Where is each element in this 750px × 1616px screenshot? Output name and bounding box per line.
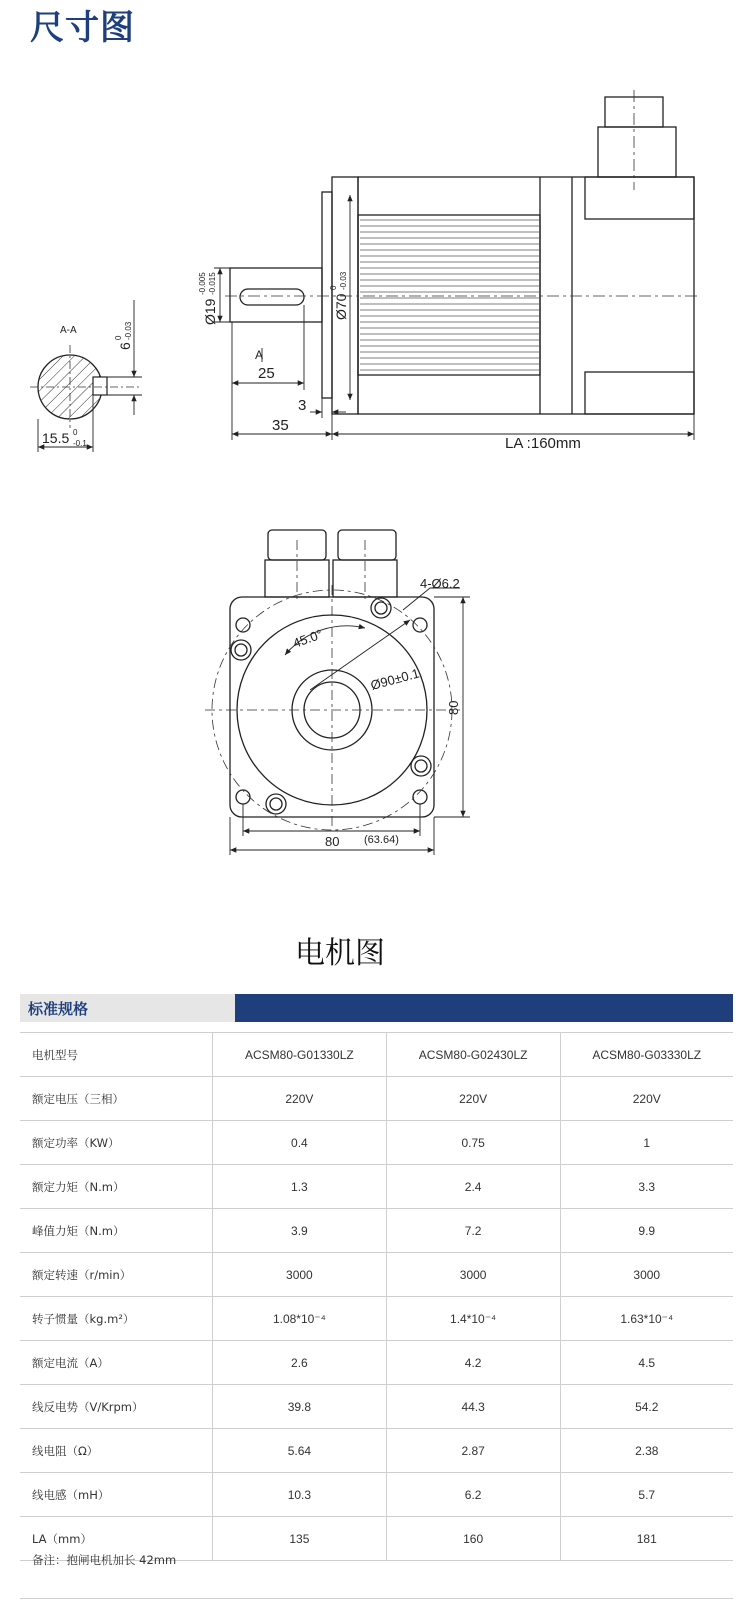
table-cell: 220V bbox=[213, 1077, 387, 1121]
front-view-drawing bbox=[0, 510, 750, 860]
row-label: 线电阻（Ω） bbox=[20, 1429, 213, 1473]
shaft-length: 35 bbox=[272, 417, 289, 434]
table-cell: 3.3 bbox=[560, 1165, 733, 1209]
table-row bbox=[20, 1429, 733, 1473]
side-view-drawing bbox=[0, 80, 750, 480]
table-cell: 5.7 bbox=[560, 1473, 733, 1517]
spec-note: 备注：抱闸电机加长 42mm bbox=[32, 1553, 177, 1567]
table-row bbox=[20, 1473, 733, 1517]
table-cell: 1.4*10⁻⁴ bbox=[386, 1297, 560, 1341]
row-label: 电机型号 bbox=[20, 1033, 213, 1077]
table-cell: 220V bbox=[560, 1077, 733, 1121]
table-cell: 1.63*10⁻⁴ bbox=[560, 1297, 733, 1341]
table-cell: 1.3 bbox=[213, 1165, 387, 1209]
row-label: 额定力矩（N.m） bbox=[20, 1165, 213, 1209]
table-row bbox=[20, 1077, 733, 1121]
row-label: 额定电压（三相） bbox=[20, 1077, 213, 1121]
table-cell: 1.08*10⁻⁴ bbox=[213, 1297, 387, 1341]
table-cell: 4.2 bbox=[386, 1341, 560, 1385]
page-title: 尺寸图 bbox=[30, 8, 135, 48]
row-label: 转子惯量（kg.m²） bbox=[20, 1297, 213, 1341]
key-dim: 6 bbox=[117, 342, 133, 350]
table-cell: 160 bbox=[386, 1517, 560, 1561]
pcd-label: Ø90±0.1 bbox=[368, 665, 421, 693]
spec-table bbox=[20, 1032, 733, 1561]
table-cell: 6.2 bbox=[386, 1473, 560, 1517]
table-cell: ACSM80-G02430LZ bbox=[386, 1033, 560, 1077]
table-cell: 181 bbox=[560, 1517, 733, 1561]
svg-text:0: 0 bbox=[329, 285, 338, 290]
width-dim: 80 bbox=[325, 834, 340, 849]
section-mark: A bbox=[255, 348, 264, 362]
shaft-diameter: Ø19 bbox=[202, 298, 218, 325]
table-cell: 2.4 bbox=[386, 1165, 560, 1209]
table-row bbox=[20, 1341, 733, 1385]
hole-spacing: (63.64) bbox=[364, 834, 399, 846]
row-label: 线电感（mH） bbox=[20, 1473, 213, 1517]
divider bbox=[20, 1598, 733, 1599]
row-label: 额定电流（A） bbox=[20, 1341, 213, 1385]
flange-thickness: 3 bbox=[298, 397, 307, 414]
angle-label: 45.0° bbox=[290, 626, 325, 651]
svg-text:-0.03: -0.03 bbox=[124, 321, 133, 340]
svg-text:0: 0 bbox=[73, 428, 78, 437]
section-label: A-A bbox=[60, 325, 77, 336]
hole-spec: 4-Ø6.2 bbox=[420, 576, 460, 591]
table-cell: 2.87 bbox=[386, 1429, 560, 1473]
table-row bbox=[20, 1209, 733, 1253]
table-cell: 3.9 bbox=[213, 1209, 387, 1253]
table-cell: 3000 bbox=[213, 1253, 387, 1297]
row-label: LA（mm） bbox=[20, 1517, 213, 1561]
table-cell: 54.2 bbox=[560, 1385, 733, 1429]
table-cell: 44.3 bbox=[386, 1385, 560, 1429]
svg-text:-0.1: -0.1 bbox=[73, 439, 87, 448]
table-cell: 0.75 bbox=[386, 1121, 560, 1165]
table-row bbox=[20, 1253, 733, 1297]
svg-text:0: 0 bbox=[114, 335, 123, 340]
table-cell: 1 bbox=[560, 1121, 733, 1165]
table-cell: 5.64 bbox=[213, 1429, 387, 1473]
table-cell: 2.6 bbox=[213, 1341, 387, 1385]
table-cell: 220V bbox=[386, 1077, 560, 1121]
pilot-diameter: Ø70 bbox=[333, 293, 349, 320]
table-cell: 10.3 bbox=[213, 1473, 387, 1517]
table-row bbox=[20, 1033, 733, 1077]
table-cell: 9.9 bbox=[560, 1209, 733, 1253]
row-label: 线反电势（V/Krpm） bbox=[20, 1385, 213, 1429]
table-row bbox=[20, 1385, 733, 1429]
row-label: 额定功率（KW） bbox=[20, 1121, 213, 1165]
table-cell: ACSM80-G03330LZ bbox=[560, 1033, 733, 1077]
row-label: 额定转速（r/min） bbox=[20, 1253, 213, 1297]
key-length: 25 bbox=[258, 365, 275, 382]
spec-header-label: 标准规格 bbox=[28, 1000, 89, 1018]
svg-text:-0.005: -0.005 bbox=[198, 272, 207, 295]
table-cell: 7.2 bbox=[386, 1209, 560, 1253]
table-row bbox=[20, 1165, 733, 1209]
section-width: 15.5 bbox=[42, 430, 70, 446]
figure-caption: 电机图 bbox=[295, 936, 385, 971]
spec-header bbox=[20, 994, 733, 1022]
svg-text:-0.03: -0.03 bbox=[339, 271, 348, 290]
table-cell: 3000 bbox=[386, 1253, 560, 1297]
table-cell: ACSM80-G01330LZ bbox=[213, 1033, 387, 1077]
table-row bbox=[20, 1121, 733, 1165]
table-cell: 0.4 bbox=[213, 1121, 387, 1165]
table-cell: 4.5 bbox=[560, 1341, 733, 1385]
svg-text:-0.015: -0.015 bbox=[208, 272, 217, 295]
la-label: LA :160mm bbox=[505, 435, 581, 452]
table-cell: 2.38 bbox=[560, 1429, 733, 1473]
table-cell: 135 bbox=[213, 1517, 387, 1561]
spec-header-blue-bar bbox=[235, 994, 733, 1022]
table-cell: 3000 bbox=[560, 1253, 733, 1297]
table-cell: 39.8 bbox=[213, 1385, 387, 1429]
row-label: 峰值力矩（N.m） bbox=[20, 1209, 213, 1253]
height-dim: 80 bbox=[446, 700, 461, 715]
table-row bbox=[20, 1297, 733, 1341]
